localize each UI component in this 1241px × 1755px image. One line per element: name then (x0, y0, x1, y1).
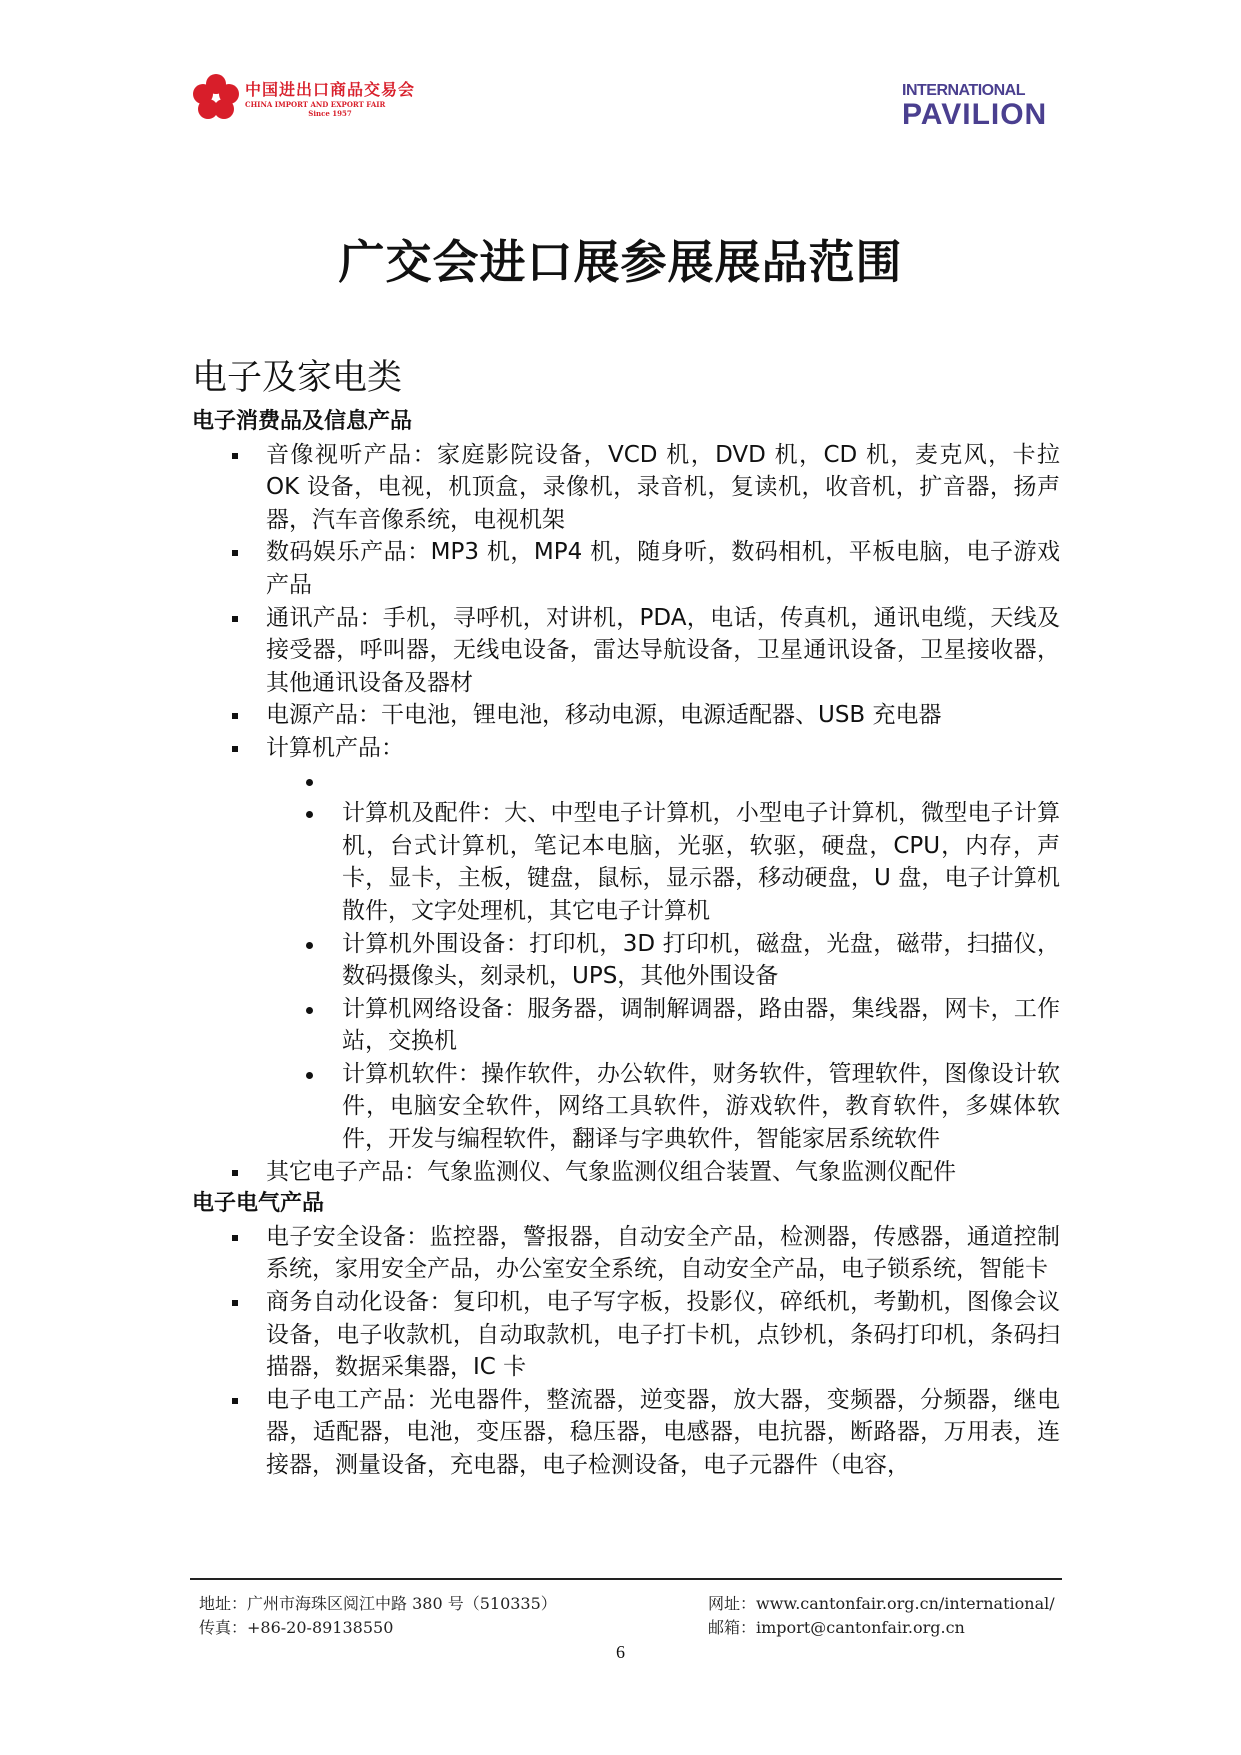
footer-address: 地址：广州市海珠区阅江中路 380 号（510335） (199, 1594, 557, 1613)
kapok-flower-icon (193, 74, 239, 120)
sub-list-item: 计算机网络设备：服务器，调制解调器，路由器，集线器，网卡，工作站，交换机 (192, 993, 1060, 1058)
logo-line1: INTERNATIONAL (902, 82, 1025, 99)
list-item-text: 计算机产品： (266, 734, 404, 761)
list-item: 电子安全设备：监控器，警报器，自动安全产品，检测器，传感器，通道控制系统，家用安全产品，办公室安全系统，自动安全产品，电子锁系统，智能卡 (192, 1221, 1060, 1286)
sub-list-item: 计算机及配件：大、中型电子计算机，小型电子计算机，微型电子计算机，台式计算机，笔记本电脑，光驱，软驱，硬盘，CPU，内存，声卡，显卡，主板，键盘，鼠标，显示器，移动硬盘，U 盘，电子计算机散件，文字处理机，其它电子计算机 (192, 797, 1060, 927)
footer-website[interactable]: 网址：www.cantonfair.org.cn/international/ (708, 1594, 1055, 1613)
list-item: 通讯产品：手机，寻呼机，对讲机，PDA，电话，传真机，通讯电缆，天线及接受器，呼叫器，无线电设备，雷达导航设备，卫星通讯设备，卫星接收器，其他通讯设备及器材 (192, 602, 1060, 700)
bullet-list (192, 1221, 1060, 1482)
list-item: 其它电子产品：气象监测仪、气象监测仪组合装置、气象监测仪配件 (192, 1156, 1060, 1189)
page-title: 广交会进口展参展展品范围 (338, 235, 903, 289)
list-item: 电子电工产品：光电器件，整流器，逆变器，放大器，变频器，分频器，继电器，适配器，电池，变压器，稳压器，电感器，电抗器，断路器，万用表，连接器，测量设备，充电器，电子检测设备，电子元器件（电容， (192, 1384, 1060, 1482)
international-pavilion-logo (902, 82, 1047, 130)
sub-list-item: 计算机外围设备：打印机，3D 打印机，磁盘，光盘，磁带，扫描仪，数码摄像头，刻录机，UPS，其他外围设备 (192, 928, 1060, 993)
bullet-list (192, 439, 1060, 1189)
footer-fax: 传真：+86-20-89138550 (199, 1618, 394, 1637)
sub-bullet-list (266, 765, 1060, 1156)
logo-since: Since 1957 (308, 108, 352, 118)
sub-list-item: 计算机软件：操作软件，办公软件，财务软件，管理软件，图像设计软件，电脑安全软件，网络工具软件，游戏软件，教育软件，多媒体软件，开发与编程软件，翻译与字典软件，智能家居系统软件 (192, 1058, 1060, 1156)
document-body (192, 356, 1060, 1482)
list-item (192, 732, 1060, 1156)
page-number: 6 (616, 1642, 625, 1662)
list-item: 数码娱乐产品：MP3 机，MP4 机，随身听，数码相机，平板电脑，电子游戏产品 (192, 536, 1060, 601)
footer-left (199, 1592, 557, 1640)
footer-email[interactable]: 邮箱：import@cantonfair.org.cn (708, 1618, 965, 1637)
canton-fair-logo (193, 74, 415, 120)
footer-divider (190, 1578, 1062, 1580)
logo-en: CHINA IMPORT AND EXPORT FAIR (245, 99, 386, 109)
logo-cn: 中国进出口商品交易会 (245, 79, 416, 99)
list-item: 商务自动化设备：复印机，电子写字板，投影仪，碎纸机，考勤机，图像会议设备，电子收款机，自动取款机，电子打卡机，点钞机，条码打印机，条码扫描器，数据采集器，IC 卡 (192, 1286, 1060, 1384)
empty-sub-item (192, 765, 1060, 798)
group-heading: 电子电气产品 (192, 1191, 325, 1217)
list-item: 电源产品：干电池，锂电池，移动电源，电源适配器、USB 充电器 (192, 699, 1060, 732)
footer-right (708, 1592, 1055, 1640)
list-item: 音像视听产品：家庭影院设备，VCD 机，DVD 机，CD 机，麦克风，卡拉 OK 设备，电视，机顶盒，录像机，录音机，复读机，收音机，扩音器，扬声器，汽车音像系统，电视机架 (192, 439, 1060, 537)
group-heading: 电子消费品及信息产品 (192, 409, 413, 434)
section-heading: 电子及家电类 (192, 358, 403, 398)
logo-line2: PAVILION (902, 98, 1048, 131)
